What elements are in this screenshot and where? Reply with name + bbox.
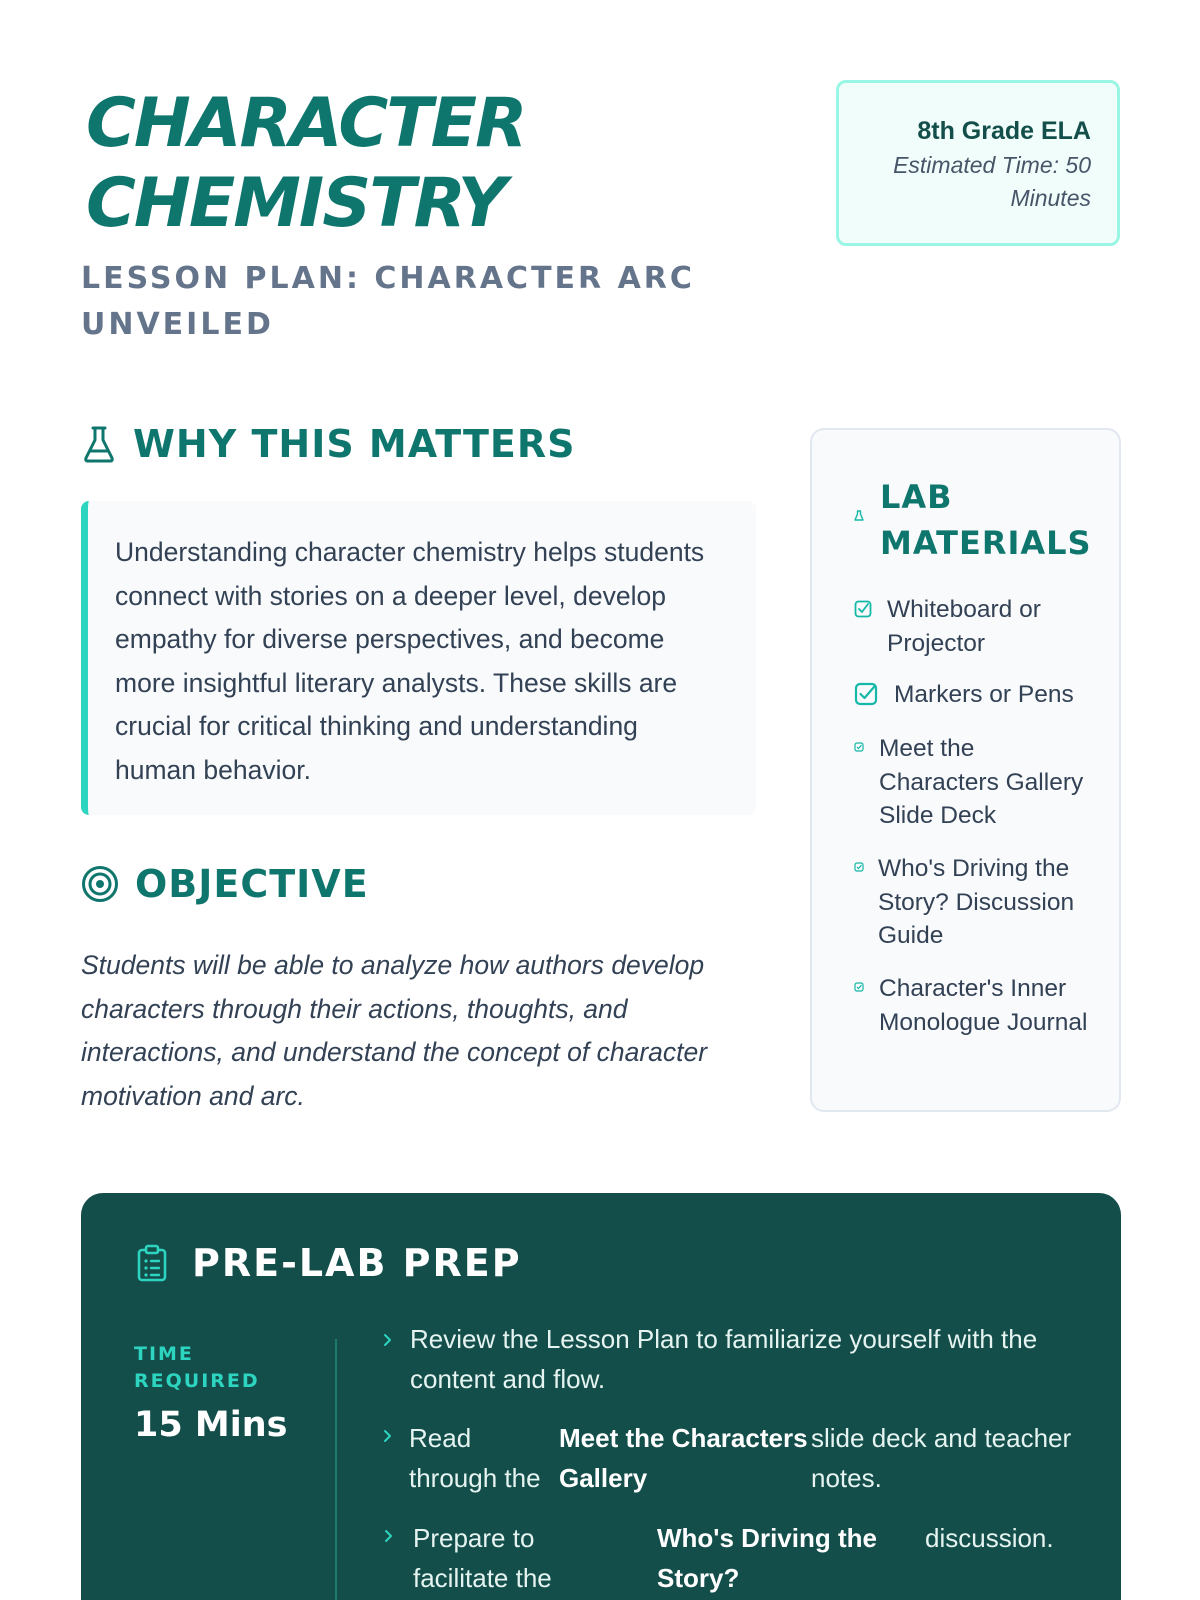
prelab-step-text: Read through the	[409, 1423, 541, 1493]
lab-material-item: Markers or Pens	[894, 681, 1074, 708]
why-section-heading	[81, 422, 576, 466]
grade-label: 8th Grade ELA	[917, 117, 1091, 145]
time-required-value: 15 Mins	[134, 1405, 288, 1445]
chevron-right-icon	[383, 1528, 395, 1544]
prelab-step-text: slide deck and teacher notes.	[811, 1423, 1072, 1493]
estimated-time: Estimated Time: 50 Minutes	[893, 152, 1091, 211]
objective-body-text: Students will be able to analyze how authors develop characters through their actions, thoughts, and interactions, and understand the concept of character motivation and arc.	[81, 950, 708, 1111]
prelab-step-text: Prepare to facilitate the	[413, 1523, 552, 1593]
lab-materials-card	[810, 428, 1121, 1112]
flask-icon	[81, 424, 117, 464]
grade-info-card	[836, 80, 1120, 246]
lab-heading-line-1: LAB	[880, 478, 953, 516]
flask-icon	[854, 510, 864, 522]
checkbox-icon	[854, 862, 864, 872]
prelab-divider	[335, 1339, 337, 1600]
objective-section-heading	[81, 862, 369, 906]
checkbox-icon	[854, 682, 878, 706]
lab-material-item: Whiteboard or Projector	[887, 596, 1041, 657]
lesson-title	[86, 84, 525, 244]
why-heading-text: WHY THIS MATTERS	[133, 422, 576, 466]
prelab-step-emphasis: Meet the Characters Gallery	[559, 1423, 808, 1493]
why-callout	[81, 501, 756, 815]
clipboard-icon	[136, 1244, 168, 1282]
checkbox-icon	[854, 600, 872, 618]
why-body-text: Understanding character chemistry helps students connect with stories on a deeper level, develop empathy for diverse perspectives, and become more insightful literary analysts. These skills are crucial for critical thinking and understanding human behavior.	[115, 537, 705, 785]
prelab-step-emphasis: Who's Driving the Story?	[657, 1523, 877, 1593]
chevron-right-icon	[382, 1428, 394, 1444]
lab-materials-heading	[880, 474, 1092, 566]
prelab-panel	[81, 1193, 1121, 1600]
checkbox-icon	[854, 742, 864, 752]
objective-heading-text: OBJECTIVE	[135, 862, 369, 906]
checkbox-icon	[854, 982, 864, 992]
time-required-label: TIME REQUIRED	[134, 1343, 260, 1392]
lab-material-item: Who's Driving the Story? Discussion Guide	[878, 855, 1075, 949]
lesson-subtitle: LESSON PLAN: CHARACTER ARC UNVEILED	[81, 261, 695, 342]
prelab-step: Review the Lesson Plan to familiarize yourself with the content and flow.	[410, 1324, 1038, 1394]
chevron-right-icon	[382, 1332, 394, 1348]
target-icon	[81, 865, 119, 903]
title-line-2: CHEMISTRY	[86, 164, 505, 243]
title-line-1: CHARACTER	[86, 84, 526, 163]
prelab-heading-text: PRE-LAB PREP	[192, 1241, 522, 1285]
lab-material-item: Meet the Characters Gallery Slide Deck	[879, 735, 1084, 829]
lab-heading-line-2: MATERIALS	[880, 524, 1092, 562]
prelab-step-text: discussion.	[925, 1523, 1054, 1553]
lab-material-item: Character's Inner Monologue Journal	[879, 975, 1088, 1036]
prelab-heading	[136, 1241, 522, 1285]
